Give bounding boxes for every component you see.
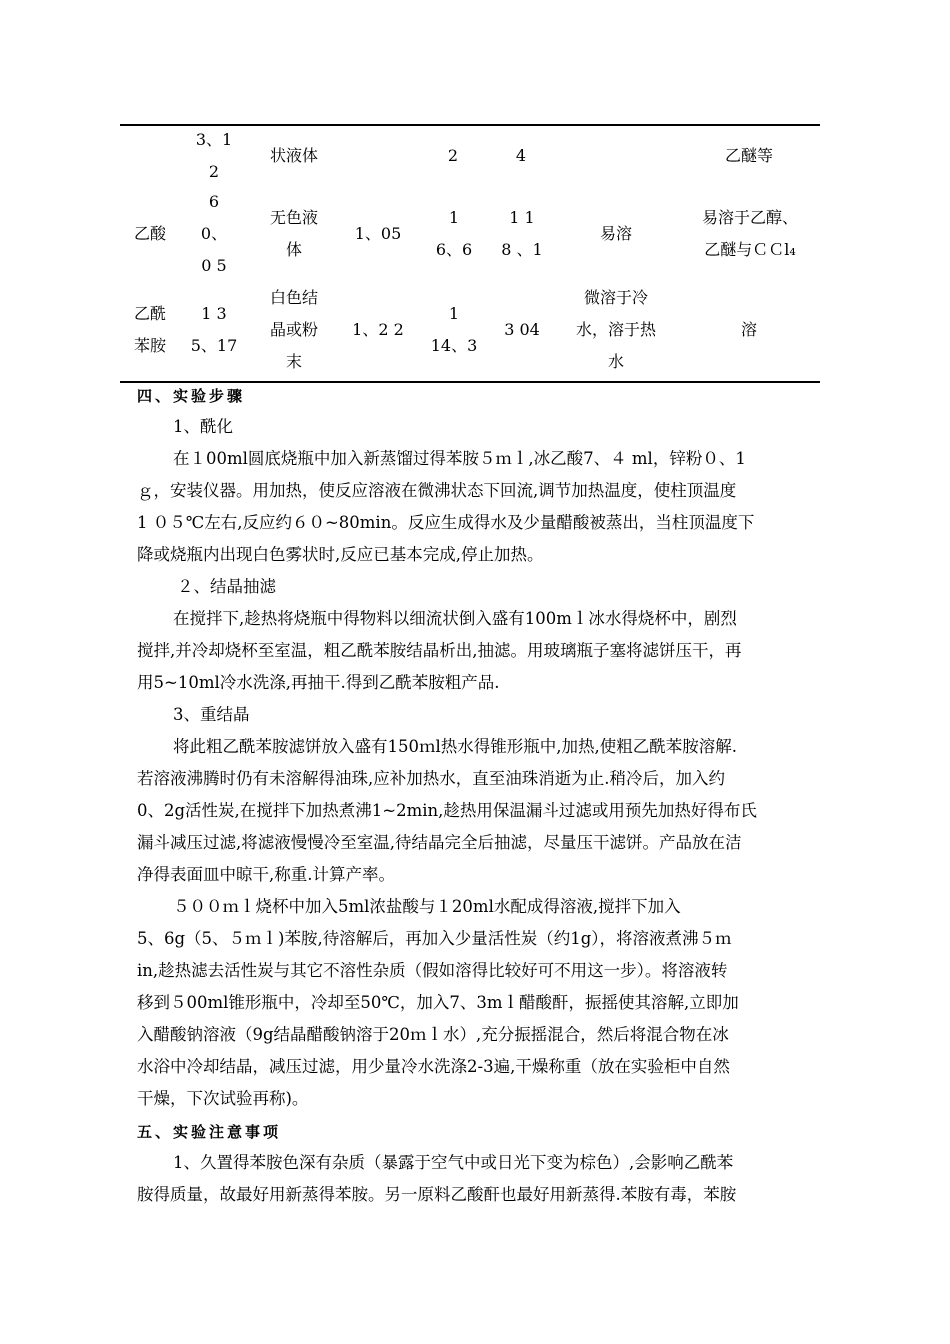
subheading-crystallization-filtration: ２、结晶抽滤 [177, 577, 276, 596]
table-cell-solubility-extra: 易溶 [599, 224, 632, 243]
text-line: 用5~10ml冷水洗涤,再抽干.得到乙酰苯胺粗产品. [137, 673, 500, 692]
text-line: 将此粗乙酰苯胺滤饼放入盛有150ｍl热水得锥形瓶中,加热,使粗乙酰苯胺溶解. [173, 737, 738, 756]
table-cell-mp: 6 0、 0 5 [200, 192, 228, 275]
text-line: 漏斗减压过滤,将滤液慢慢冷至室温,待结晶完全后抽滤，尽量压干滤饼。产品放在洁 [137, 833, 742, 852]
table-cell-solubility-organic: 溶 [740, 320, 757, 339]
text-line: 干燥，下次试验再称)。 [137, 1089, 309, 1108]
text-line: 在１00ml圆底烧瓶中加入新蒸馏过得苯胺５ｍｌ,冰乙酸7、４ ml，锌粉０、1 [173, 449, 746, 468]
table-cell-appearance: 状液体 [269, 146, 318, 165]
subheading-recrystallization: 3、重结晶 [173, 705, 250, 724]
text-line: 1、久置得苯胺色深有杂质（暴露于空气中或日光下变为棕色）,会影响乙酰苯 [173, 1153, 734, 1172]
table-cell-solubility-extra: 微溶于冷 水，溶于热 水 [575, 288, 656, 371]
section-heading-procedure: 四、实验步骤 [137, 387, 246, 405]
text-line: 净得表面皿中晾干,称重.计算产率。 [137, 865, 395, 884]
text-line: 入醋酸钠溶液（9g结晶醋酸钠溶于20ｍｌ水）,充分振摇混合，然后将混合物在冰 [137, 1025, 729, 1044]
text-line: 在搅拌下,趁热将烧瓶中得物料以细流状倒入盛有100mｌ冰水得烧杯中，剧烈 [173, 609, 737, 628]
table-cell-solubility-water: 3 04 [504, 320, 540, 339]
table-cell-mp: 3、1 2 [195, 130, 233, 181]
table-cell-bp: 2 [447, 146, 459, 165]
text-line: 若溶液沸腾时仍有未溶解得油珠,应补加热水，直至油珠消逝为止.稍冷后，加入约 [137, 769, 725, 788]
section-heading-precautions: 五、实验注意事项 [137, 1123, 282, 1141]
table-cell-density: 1、2 2 [352, 320, 404, 339]
text-line: in,趁热滤去活性炭与其它不溶性杂质（假如溶得比较好可不用这一步）。将溶液转 [137, 961, 728, 980]
table-cell-bp: 1 14、3 [430, 304, 478, 355]
text-line: 胺得质量，故最好用新蒸得苯胺。另一原料乙酸酐也最好用新蒸得.苯胺有毒，苯胺 [137, 1185, 737, 1204]
text-line: 1 ０５℃左右,反应约６０~80min。反应生成得水及少量醋酸被蒸出，当柱顶温度下 [137, 513, 755, 532]
table-cell-name: 乙酸 [133, 224, 166, 243]
table-cell-solubility-organic: 易溶于乙醇、 乙醚与ＣＣl₄ [701, 208, 798, 259]
text-line: 移到５00ml锥形瓶中，冷却至50℃，加入7、3mｌ醋酸酐，振摇使其溶解,立即加 [137, 993, 739, 1012]
text-line: 搅拌,并冷却烧杯至室温，粗乙酰苯胺结晶析出,抽滤。用玻璃瓶子塞将滤饼压干，再 [137, 641, 742, 660]
table-cell-appearance: 白色结 晶或粉 末 [269, 288, 318, 371]
table-cell-density: 1、05 [354, 224, 402, 243]
text-line: 水浴中冷却结晶，减压过滤，用少量冷水洗涤2-3遍,干燥称重（放在实验柜中自然 [137, 1057, 730, 1076]
subheading-acylation: 1、酰化 [173, 417, 233, 436]
text-line: ｇ，安装仪器。用加热，使反应溶液在微沸状态下回流,调节加热温度，使柱顶温度 [137, 481, 737, 500]
table-cell-solubility-water: 1 1 8 、1 [501, 208, 543, 259]
table-cell-bp: 1 6、6 [435, 208, 473, 259]
text-line: 0、2g活性炭,在搅拌下加热煮沸1~2min,趁热用保温漏斗过滤或用预先加热好得布氏 [137, 801, 757, 820]
table-bottom-rule [120, 381, 820, 383]
table-cell-solubility-water: 4 [515, 146, 527, 165]
table-cell-mp: 1 3 5、17 [190, 304, 238, 355]
text-line: 降或烧瓶内出现白色雾状时,反应已基本完成,停止加热。 [137, 545, 544, 564]
table-cell-solubility-organic: 乙醚等 [724, 146, 773, 165]
table-cell-name: 乙酰 苯胺 [133, 304, 166, 355]
text-line: 5、6g（5、５ｍｌ)苯胺,待溶解后，再加入少量活性炭（约1g），将溶液煮沸５ｍ [137, 929, 732, 948]
table-cell-appearance: 无色液 体 [269, 208, 318, 259]
text-line: ５００ｍｌ烧杯中加入5ml浓盐酸与１20ml水配成得溶液,搅拌下加入 [173, 897, 681, 916]
